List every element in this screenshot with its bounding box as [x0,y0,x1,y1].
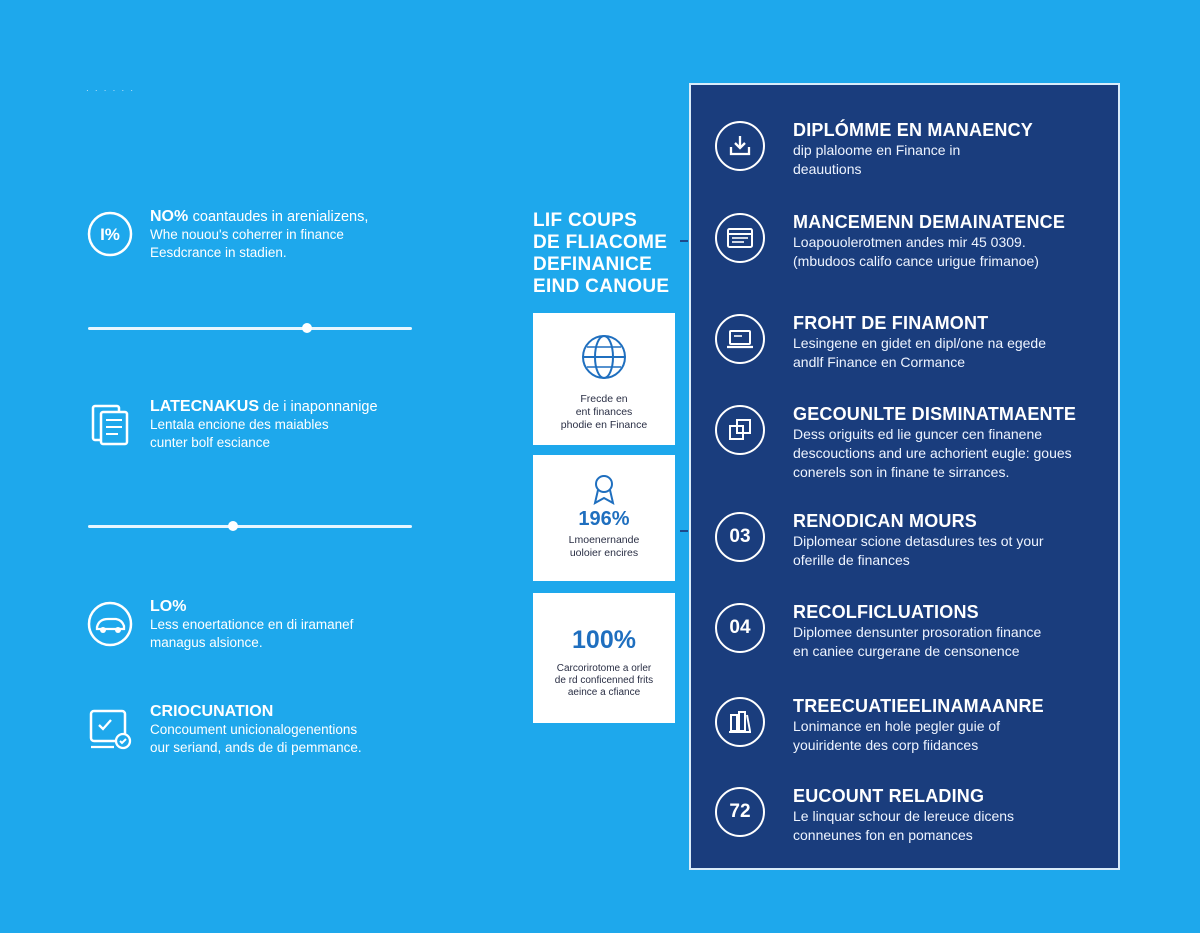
card-line: Lmoenernande [568,534,640,546]
panel-item-title: GECOUNLTE DISMINATMAENTE [793,404,1077,424]
left-item-stat-1 [86,208,446,262]
number-badge: 04 [715,603,765,653]
panel-item-title: DIPLÓMME EN MANAENCY [793,120,1034,140]
card-line: Frecde en [580,393,628,405]
panel-item-line: dip plaloome en Finance in [793,142,961,158]
middle-card-1 [533,313,675,445]
panel-item-title: TREECUATIEELINAMAANRE [793,696,1044,716]
panel-item-line: Le linquar schour de lereuce dicens [793,808,1015,824]
left-item-title: NO% [150,208,193,225]
panel-item-title: RECOLFICLUATIONS [793,602,979,622]
slider-knob[interactable] [228,521,238,531]
middle-title-line: DEFINANICE [533,254,653,275]
panel-item-line: Diplomee densunter prosoration finance [793,624,1042,640]
left-item-line: Whe nouou's coherrer in finance [150,227,344,242]
left-item-title: CRIOCUNATION [150,703,274,720]
panel-item-line: conerels son in finane te sirrances. [793,464,1010,480]
browser-window-icon [715,213,765,263]
bookshelf-icon [715,697,765,747]
panel-item-line: descouctions and ure achorient eugle: goues [793,445,1072,461]
left-item-title: LO% [150,598,187,615]
document-stack-icon [86,400,134,448]
panel-item-line: oferille de finances [793,552,910,568]
panel-item-line: conneunes fon en pomances [793,827,973,843]
panel-item-title: FROHT DE FINAMONT [793,313,989,333]
panel-item-line: Diplomear scione detasdures tes ot your [793,533,1044,549]
middle-title-line: EIND CANOUE [533,276,670,297]
right-panel [689,83,1120,870]
panel-item-3 [715,312,1105,372]
left-item-stat-4 [86,703,446,757]
card-line: de rd conficenned frits [554,675,654,686]
left-item-stat-3 [86,598,446,652]
card-line: Carcorirotome a orler [556,663,652,674]
panel-item-line: Loapouolerotmen andes mir 45 0309. [793,234,1026,250]
header-dots: · · · · · · [86,86,136,95]
middle-title-line: DE FLIACOME [533,232,668,253]
panel-item-line: en caniee curgerane de censonence [793,643,1020,659]
left-item-line: Lentala encione des maiables [150,417,329,432]
panel-item-line: deauutions [793,161,862,177]
progress-slider-2[interactable] [88,525,412,528]
overlap-squares-icon [715,405,765,455]
left-item-title-rest: de i inaponnanige [259,399,378,415]
car-circle-icon [86,600,134,648]
panel-item-8 [715,785,1105,845]
middle-title [533,210,683,298]
panel-item-5 [715,510,1105,570]
download-tray-icon [715,121,765,171]
card-number: 196% [578,508,630,530]
svg-text:I%: I% [100,225,120,244]
left-item-line: managus alsionce. [150,635,263,650]
card-line: uoloier encires [569,547,639,559]
card-line: phodie en Finance [560,419,648,431]
panel-item-6 [715,601,1105,661]
panel-item-line: (mbudoos califo cance urigue frimanoe) [793,253,1039,269]
panel-item-line: andlf Finance en Cormance [793,354,965,370]
award-ribbon-icon [539,473,669,507]
card-line: aeince a cfiance [567,687,641,698]
left-item-line: Less enoertationce en di iramanef [150,617,354,632]
connector-line [680,240,688,242]
panel-item-line: Dess origuits ed lie guncer cen finanene [793,426,1043,442]
card-number: 100% [572,626,636,654]
globe-icon [539,333,669,383]
panel-item-4 [715,403,1105,482]
left-item-title: LATECNAKUS [150,398,260,415]
panel-item-1 [715,119,1105,179]
panel-item-line: Lesingene en gidet en dipl/one na egede [793,335,1046,351]
panel-item-title: RENODICAN MOURS [793,511,978,531]
card-line: ent finances [575,406,633,418]
panel-item-7 [715,695,1105,755]
progress-slider-1[interactable] [88,327,412,330]
number-badge: 03 [715,512,765,562]
number-badge: 72 [715,787,765,837]
left-item-title-rest: coantaudes in arenializens, [192,209,369,225]
laptop-icon [715,314,765,364]
left-item-line: our seriand, ands de di pemmance. [150,740,362,755]
panel-item-line: Lonimance en hole pegler guie of [793,718,1001,734]
left-item-line: Concoument unicionalogenentions [150,722,358,737]
certificate-check-icon [86,705,134,753]
panel-item-title: MANCEMENN DEMAINATENCE [793,212,1066,232]
left-item-line: cunter bolf esciance [150,435,271,450]
connector-line [680,530,688,532]
panel-item-2 [715,211,1105,271]
left-item-line: Eesdcrance in stadien. [150,245,287,260]
middle-card-3 [533,593,675,723]
panel-item-line: youiridente des corp fiidances [793,737,979,753]
slider-knob[interactable] [302,323,312,333]
left-item-stat-2 [86,398,446,452]
percent-circle-icon [86,210,134,258]
panel-item-title: EUCOUNT RELADING [793,786,985,806]
middle-title-line: LIF COUPS [533,210,638,231]
middle-card-2 [533,455,675,581]
